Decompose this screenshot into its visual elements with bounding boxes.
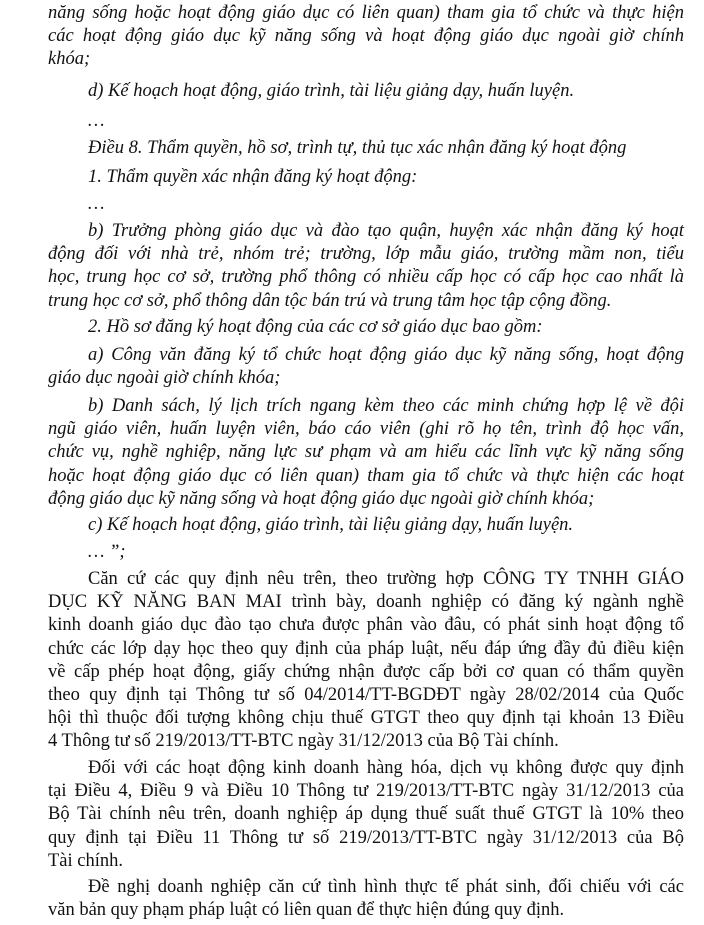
- text-line: 2. Hồ sơ đăng ký hoạt động của các cơ sở giáo dục bao gồm:: [88, 317, 543, 337]
- text-line: kinh doanh giáo dục đào tạo chưa được phân vào đâu, có phát sinh hoạt động tổ: [48, 615, 684, 636]
- quote-section-2: [88, 316, 684, 339]
- text-line: d) Kế hoạch hoạt động, giáo trình, tài liệu giảng dạy, huấn luyện.: [88, 81, 575, 101]
- quote-item-b-authority: [48, 220, 684, 313]
- text-line: Đề nghị doanh nghiệp căn cứ tình hình thực tế phát sinh, đối chiếu với các: [88, 877, 684, 897]
- quote-item-c: [88, 514, 684, 537]
- quote-closing: [88, 541, 288, 564]
- quote-section-1: [88, 166, 684, 189]
- text-line: các hoạt động giáo dục kỹ năng sống và hoạt động giáo dục ngoài giờ chính: [48, 26, 684, 47]
- text-line: DỤC KỸ NĂNG BAN MAI trình bày, doanh nghiệp có đăng ký ngành nghề: [48, 592, 684, 613]
- text-line: b) Trưởng phòng giáo dục và đào tạo quận, huyện xác nhận đăng ký hoạt: [88, 221, 684, 241]
- text-line: động đối với nhà trẻ, nhóm trẻ; trường, lớp mẫu giáo, trường mầm non, tiểu: [48, 244, 684, 265]
- text-line: tại Điều 4, Điều 9 và Điều 10 Thông tư 219/2013/TT-BTC ngày 31/12/2013 của: [48, 781, 684, 802]
- text-line: quy định tại Điều 11 Thông tư số 219/2013/TT-BTC ngày 31/12/2013 của Bộ: [48, 827, 684, 848]
- text-line: hội thì thuộc đối tượng không chịu thuế GTGT theo quy định tại khoản 13 Điều: [48, 708, 684, 729]
- quote-article-8-heading: [88, 137, 684, 160]
- text-line: ngũ giáo viên, huấn luyện viên, báo cáo viên (ghi rõ họ tên, trình độ học vấn,: [48, 419, 684, 440]
- text-line: … ”;: [88, 542, 126, 562]
- text-line: Đối với các hoạt động kinh doanh hàng hóa, dịch vụ không được quy định: [88, 758, 684, 778]
- quote-item-d: [88, 80, 684, 103]
- text-line: trung học cơ sở, phổ thông dân tộc bán trú và trung tâm học tập cộng đồng.: [48, 290, 612, 311]
- text-line: khóa;: [48, 49, 91, 70]
- text-line: Điều 8. Thẩm quyền, hồ sơ, trình tự, thủ tục xác nhận đăng ký hoạt động: [88, 138, 627, 158]
- quote-item-b-list: [48, 395, 684, 511]
- body-paragraph-recommendation: [48, 876, 684, 922]
- text-line: Căn cứ các quy định nêu trên, theo trường hợp CÔNG TY TNHH GIÁO: [88, 569, 684, 589]
- text-line: b) Danh sách, lý lịch trích ngang kèm theo các minh chứng hợp lệ về đội: [88, 396, 684, 416]
- text-line: 4 Thông tư số 219/2013/TT-BTC ngày 31/12/2013 của Bộ Tài chính.: [48, 731, 559, 752]
- body-paragraph-tax-rate: [48, 757, 684, 873]
- text-line: Bộ Tài chính nêu trên, doanh nghiệp áp dụng thuế suất thuế GTGT là 10% theo: [48, 804, 684, 825]
- body-paragraph-conclusion: [48, 568, 684, 754]
- text-line: năng sống hoặc hoạt động giáo dục có liên quan) tham gia tổ chức và thực hiện: [48, 3, 684, 23]
- text-line: văn bản quy phạm pháp luật có liên quan để thực hiện đúng quy định.: [48, 900, 565, 921]
- quote-ellipsis: [88, 110, 188, 133]
- quote-ellipsis: [88, 193, 188, 216]
- text-line: học, trung học cơ sở, trường phổ thông có nhiều cấp học có cấp học cao nhất là: [48, 267, 684, 288]
- text-line: chức vụ, nghề nghiệp, năng lực sư phạm và am hiểu các lĩnh vực kỹ năng sống: [48, 442, 684, 463]
- text-line: theo quy định tại Thông tư số 04/2014/TT-BGDĐT ngày 28/02/2014 của Quốc: [48, 685, 684, 706]
- text-line: động giáo dục kỹ năng sống và hoạt động giáo dục ngoài giờ chính khóa;: [48, 488, 595, 509]
- text-line: Tài chính.: [48, 850, 124, 871]
- text-line: …: [88, 111, 105, 131]
- text-line: c) Kế hoạch hoạt động, giáo trình, tài liệu giảng dạy, huấn luyện.: [88, 515, 574, 535]
- text-line: về cấp phép hoạt động, giấy chứng nhận được cấp bởi cơ quan có thẩm quyền: [48, 661, 684, 682]
- text-line: a) Công văn đăng ký tổ chức hoạt động giáo dục kỹ năng sống, hoạt động: [88, 345, 684, 365]
- text-line: giáo dục ngoài giờ chính khóa;: [48, 368, 281, 389]
- text-line: chức các lớp dạy học theo quy định của pháp luật, nếu đáp ứng đầy đủ điều kiện: [48, 638, 684, 659]
- text-line: …: [88, 194, 105, 214]
- quote-paragraph-continuation: [48, 2, 684, 72]
- text-line: 1. Thẩm quyền xác nhận đăng ký hoạt động:: [88, 167, 418, 187]
- quote-item-a: [48, 344, 684, 390]
- text-line: hoặc hoạt động giáo dục có liên quan) tham gia tổ chức và thực hiện các hoạt: [48, 465, 684, 486]
